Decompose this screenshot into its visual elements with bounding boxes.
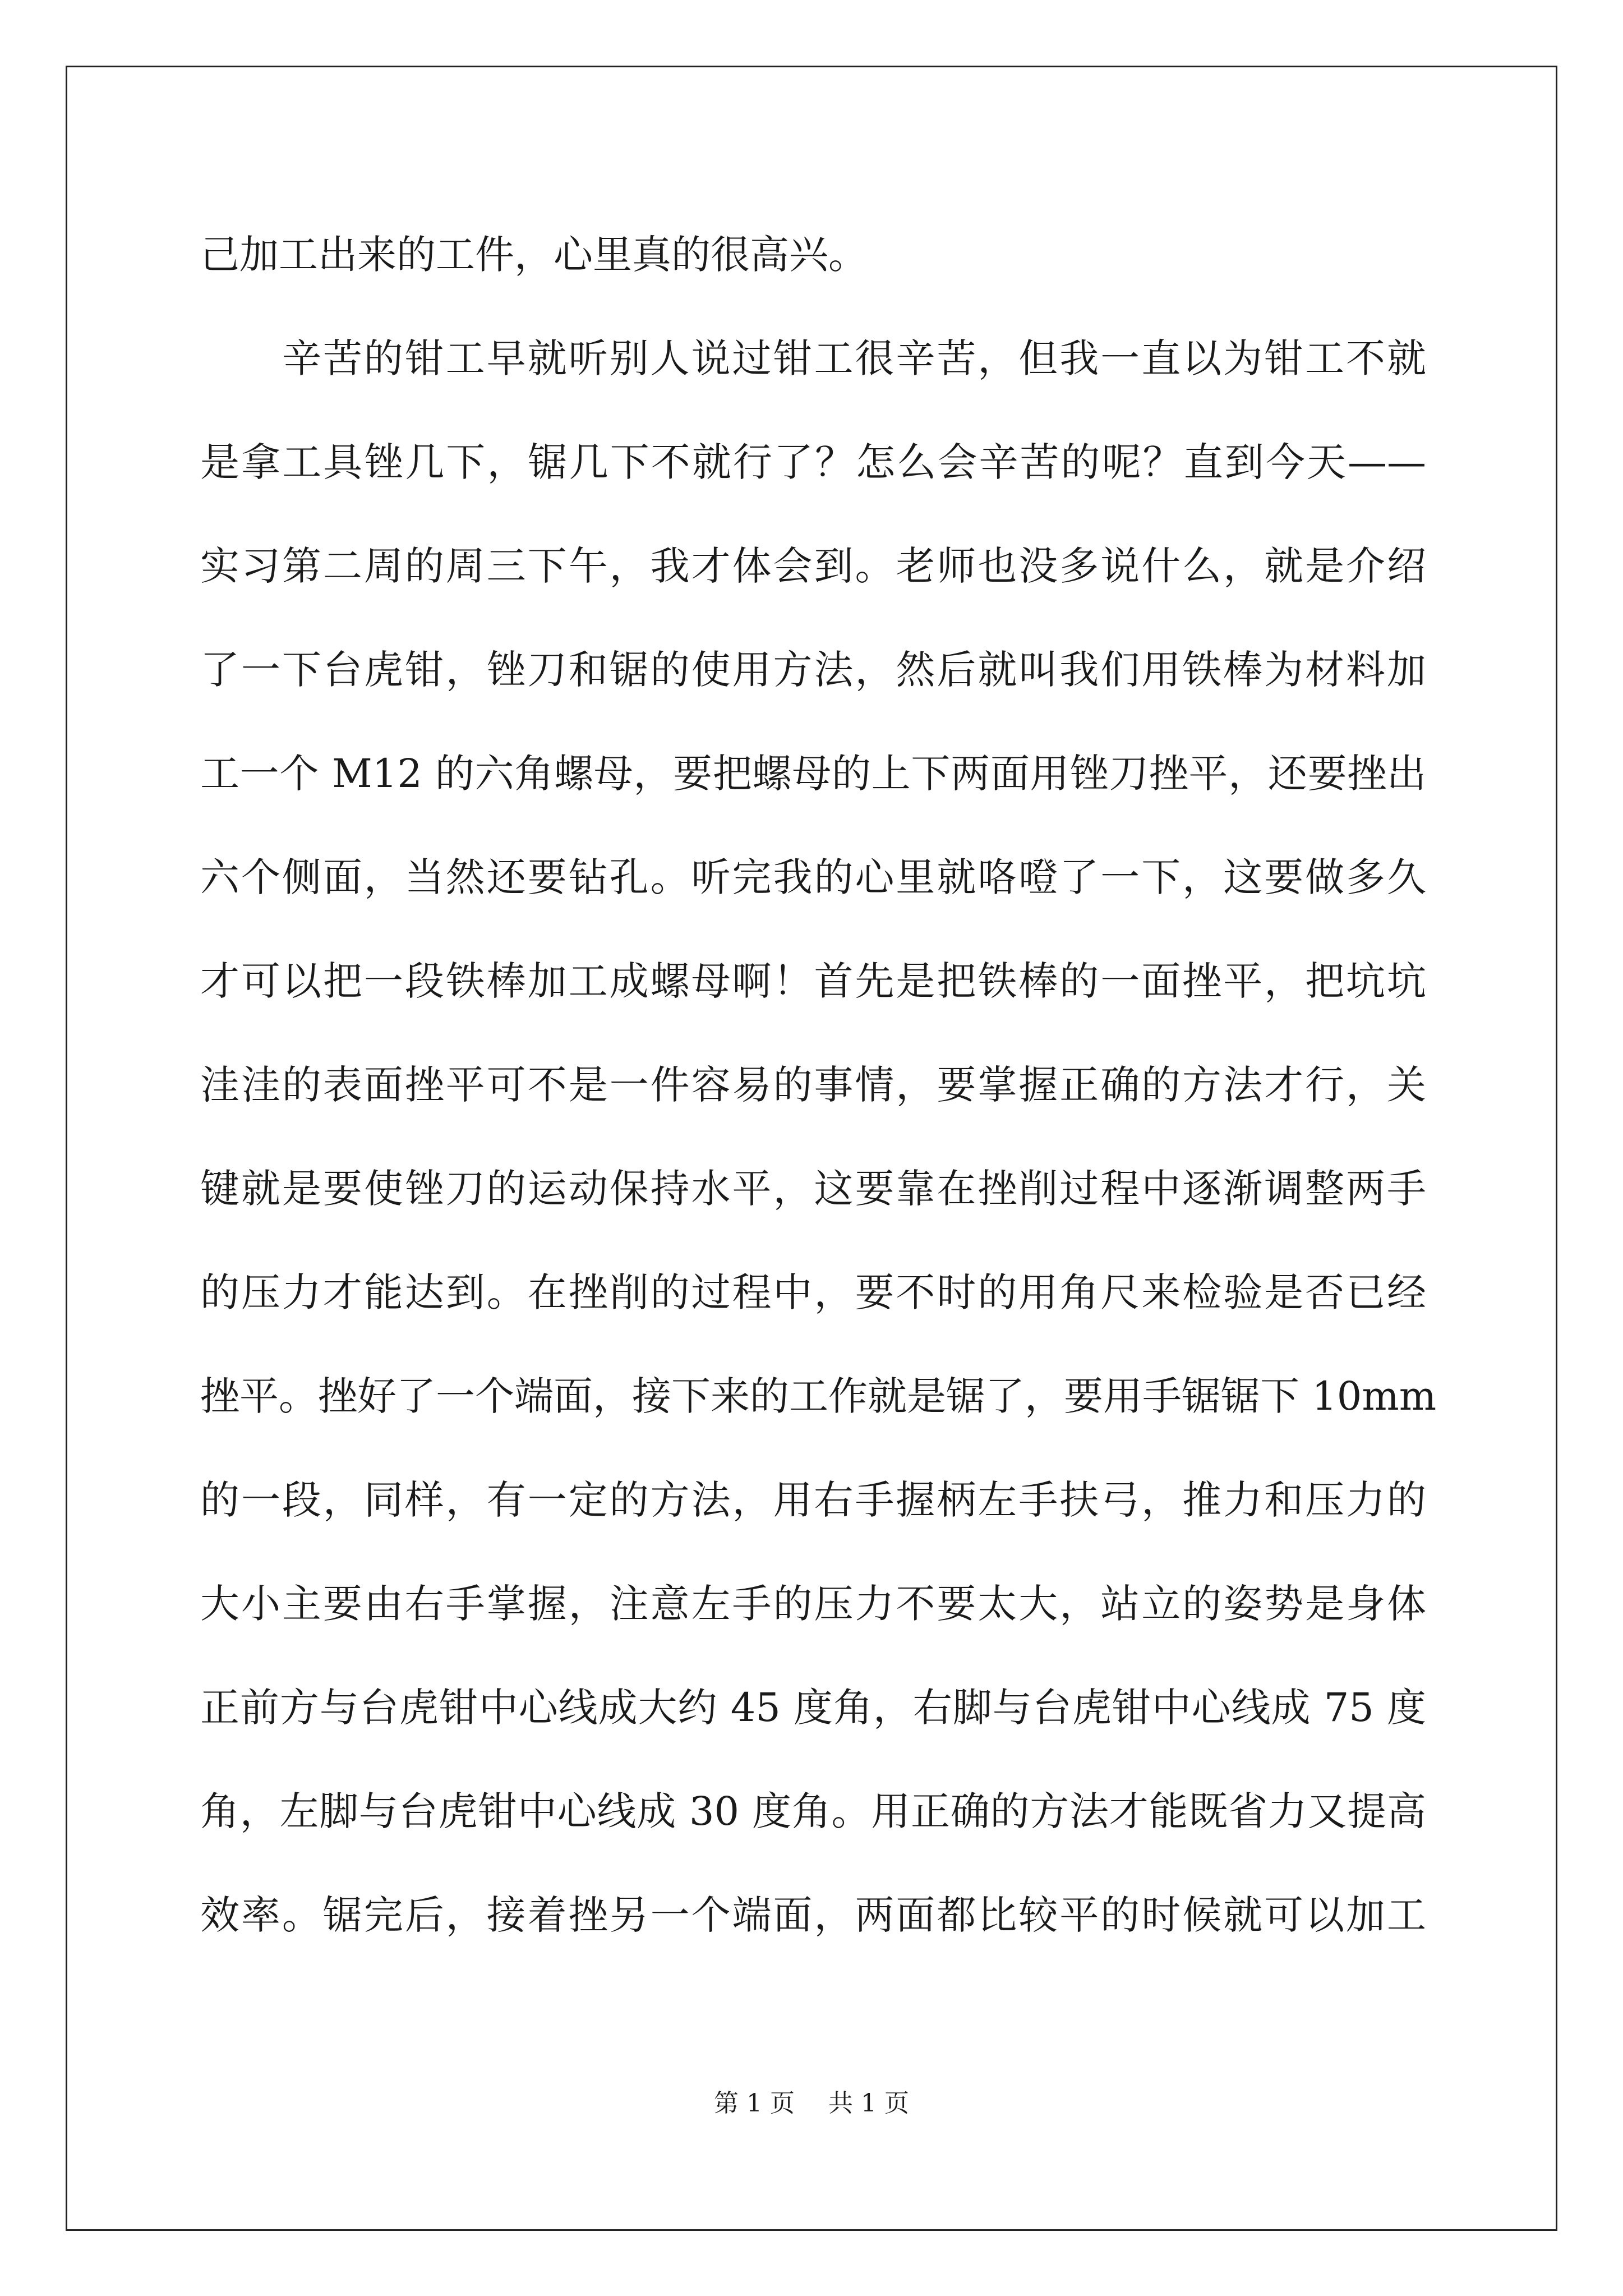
text-line: 了一下台虎钳，锉刀和锯的使用方法，然后就叫我们用铁棒为材料加 xyxy=(200,647,1426,693)
document-body xyxy=(200,203,1437,1967)
text-line: 己加工出来的工件，心里真的很高兴。 xyxy=(200,232,868,278)
text-line: 是拿工具锉几下，锯几下不就行了？怎么会辛苦的呢？直到今天—— xyxy=(200,439,1426,485)
text-line: 键就是要使锉刀的运动保持水平，这要靠在挫削过程中逐渐调整两手 xyxy=(200,1166,1426,1212)
text-line: 六个侧面，当然还要钻孔。听完我的心里就咯噔了一下，这要做多久 xyxy=(200,854,1426,900)
text-line: 辛苦的钳工早就听别人说过钳工很辛苦，但我一直以为钳工不就 xyxy=(200,335,1426,381)
text-line: 的一段，同样，有一定的方法，用右手握柄左手扶弓，推力和压力的 xyxy=(200,1477,1426,1523)
text-line: 效率。锯完后，接着挫另一个端面，两面都比较平的时候就可以加工 xyxy=(200,1892,1426,1938)
page-number: 第 1 页 xyxy=(714,2089,795,2118)
text-line: 实习第二周的周三下午，我才体会到。老师也没多说什么，就是介绍 xyxy=(200,543,1426,589)
text-line: 角，左脚与台虎钳中心线成 30 度角。用正确的方法才能既省力又提高 xyxy=(200,1788,1426,1834)
text-line: 的压力才能达到。在挫削的过程中，要不时的用角尺来检验是否已经 xyxy=(200,1269,1426,1315)
text-line: 挫平。挫好了一个端面，接下来的工作就是锯了，要用手锯锯下 10mm xyxy=(200,1373,1437,1419)
page-total: 共 1 页 xyxy=(828,2089,909,2118)
text-line: 工一个 M12 的六角螺母，要把螺母的上下两面用锉刀挫平，还要挫出 xyxy=(200,751,1426,797)
text-line: 大小主要由右手掌握，注意左手的压力不要太大，站立的姿势是身体 xyxy=(200,1581,1426,1627)
text-line: 洼洼的表面挫平可不是一件容易的事情，要掌握正确的方法才行，关 xyxy=(200,1062,1426,1108)
text-line: 才可以把一段铁棒加工成螺母啊！首先是把铁棒的一面挫平，把坑坑 xyxy=(200,958,1426,1004)
text-line: 正前方与台虎钳中心线成大约 45 度角，右脚与台虎钳中心线成 75 度 xyxy=(200,1685,1426,1731)
page-footer xyxy=(0,2087,1623,2120)
